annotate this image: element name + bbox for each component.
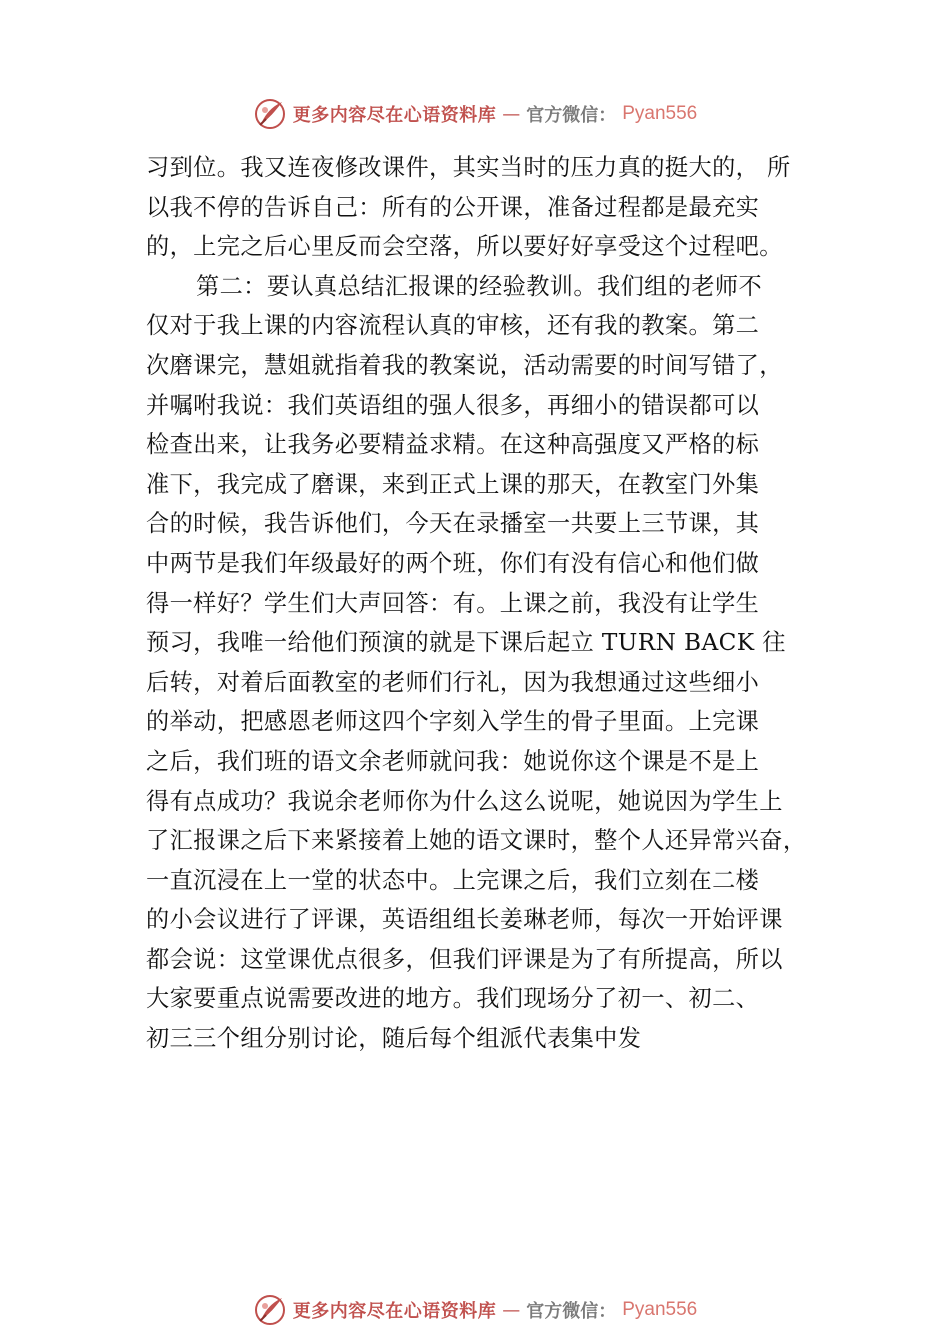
- text-line: 的小会议进行了评课，英语组组长姜琳老师，每次一开始评课: [146, 906, 783, 934]
- text-line: 得一样好？学生们大声回答：有。上课之前，我没有让学生: [146, 589, 760, 617]
- text-line: 都会说：这堂课优点很多，但我们评课是为了有所提高，所以: [146, 945, 783, 973]
- watermark-official-label: 官方微信：: [526, 105, 617, 126]
- watermark-brand: 更多内容尽在心语资料库: [292, 1301, 497, 1322]
- watermark-wechat-id: Pyan556: [622, 1299, 698, 1320]
- watermark-dash: —: [502, 103, 521, 125]
- text-line: 以我不停的告诉自己：所有的公开课，准备过程都是最充实: [146, 193, 760, 221]
- watermark-wechat-id: Pyan556: [622, 103, 698, 124]
- text-line: 准下，我完成了磨课，来到正式上课的那天，在教室门外集: [146, 470, 760, 498]
- text-line: 习到位。我又连夜修改课件，其实当时的压力真的挺大的， 所: [146, 154, 791, 181]
- paragraph-start-line: 第二：要认真总结汇报课的经验教训。我们组的老师不: [196, 272, 763, 300]
- watermark-brand: 更多内容尽在心语资料库: [292, 105, 497, 126]
- quill-pen-logo-icon: [253, 97, 287, 131]
- text-line: 次磨课完，慧姐就指着我的教案说，活动需要的时间写错了，: [146, 351, 783, 379]
- footer-watermark: [0, 1290, 950, 1330]
- text-line: 的，上完之后心里反而会空落，所以要好好享受这个过程吧。: [146, 233, 783, 261]
- text-line: 仅对于我上课的内容流程认真的审核，还有我的教案。第二: [146, 312, 760, 340]
- text-line: 得有点成功？我说余老师你为什么这么说呢，她说因为学生上: [146, 787, 783, 815]
- text-line: 并嘱咐我说：我们英语组的强人很多，再细小的错误都可以: [146, 391, 760, 419]
- text-line: 中两节是我们年级最好的两个班，你们有没有信心和他们做: [146, 549, 760, 577]
- header-watermark: [0, 94, 950, 134]
- text-line: 预习，我唯一给他们预演的就是下课后起立 TURN BACK 往: [146, 629, 786, 657]
- text-line: 的举动，把感恩老师这四个字刻入学生的骨子里面。上完课: [146, 708, 760, 736]
- text-line: 后转，对着后面教室的老师们行礼，因为我想通过这些细小: [146, 668, 760, 696]
- text-line: 之后，我们班的语文余老师就问我：她说你这个课是不是上: [146, 747, 760, 775]
- watermark-dash: —: [502, 1299, 521, 1321]
- text-line: 了汇报课之后下来紧接着上她的语文课时，整个人还异常兴奋，: [146, 827, 807, 855]
- document-body: [146, 148, 846, 1059]
- text-line: 一直沉浸在上一堂的状态中。上完课之后，我们立刻在二楼: [146, 866, 760, 894]
- text-line: 合的时候，我告诉他们，今天在录播室一共要上三节课，其: [146, 510, 760, 538]
- quill-pen-logo-icon: [253, 1293, 287, 1327]
- text-line: 检查出来，让我务必要精益求精。在这种高强度又严格的标: [146, 431, 760, 459]
- watermark-official-label: 官方微信：: [526, 1301, 617, 1322]
- text-line: 初三三个组分别讨论，随后每个组派代表集中发: [146, 1025, 642, 1053]
- text-line: 大家要重点说需要改进的地方。我们现场分了初一、初二、: [146, 985, 760, 1013]
